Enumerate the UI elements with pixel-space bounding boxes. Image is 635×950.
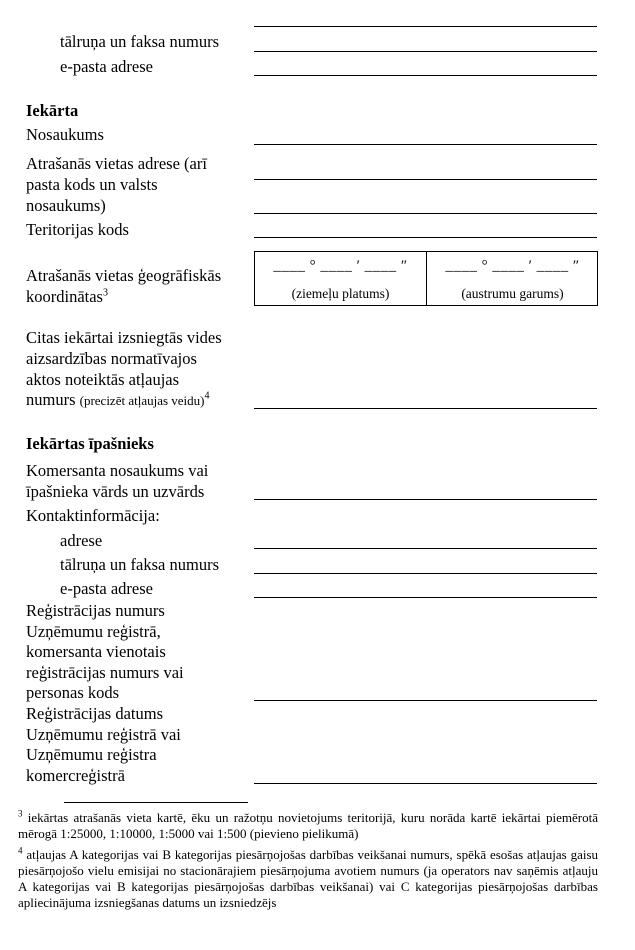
fill-line[interactable] — [254, 26, 597, 27]
label-company-1: Komersanta nosaukums vai — [26, 461, 209, 480]
territory-code-input-line[interactable] — [254, 237, 597, 238]
name-input-line[interactable] — [254, 144, 597, 145]
label-reg-5: personas kods — [26, 683, 120, 702]
label-address-3: nosaukums) — [26, 196, 106, 215]
label-owner-address: adrese — [60, 531, 103, 550]
footnote-ref-4: 4 — [204, 390, 210, 402]
label-phone-fax-top: tālruņa un faksa numurs — [60, 32, 219, 51]
address-input-line-1[interactable] — [254, 179, 597, 180]
longitude-pattern[interactable]: ____ ° ____ ′ ____ ″ — [445, 258, 580, 274]
label-permit-1: Citas iekārtai izsniegtās vides — [26, 328, 222, 347]
label-address-2: pasta kods un valsts — [26, 175, 158, 194]
label-territory-code: Teritorijas kods — [26, 220, 129, 239]
label-permit-2: aizsardzības normatīvajos — [26, 349, 197, 368]
footnote-4-number: 4 — [18, 845, 23, 856]
owner-email-input-line[interactable] — [254, 597, 597, 598]
permit-note: (precizēt atļaujas veidu) — [79, 393, 205, 408]
label-company-2: īpašnieka vārds un uzvārds — [26, 482, 205, 501]
footnote-divider — [64, 802, 248, 803]
company-input-line[interactable] — [254, 499, 597, 500]
owner-phone-fax-input-line[interactable] — [254, 573, 597, 574]
footnote-4-text: atļaujas A kategorijas vai B kategorijas piesārņojošas darbības veikšanai numurs, spēkā esošas atļaujas gaisu piesārņojošo vielu emisijai no stacionārajiem piesārņojuma avotiem numurs (ja operators nav saņēmis atļauju A kategorijas vai B kategorijas piesārņojošas darbības veikšanai) vai C kategorijas piesārņojošas darbības apliecinājuma izsniegšanas datums un izsniedzējs — [18, 847, 599, 910]
label-geo-1: Atrašanās vietas ģeogrāfiskās — [26, 266, 222, 285]
footnote-3-number: 3 — [18, 808, 23, 819]
email-input-line[interactable] — [254, 75, 597, 76]
label-date-1: Reģistrācijas datums — [26, 704, 164, 723]
latitude-caption: (ziemeļu platums) — [291, 286, 390, 301]
label-address-1: Atrašanās vietas adrese (arī — [26, 154, 207, 173]
footnote-4 — [18, 847, 598, 911]
coordinates-box — [254, 251, 598, 306]
label-permit-4: numurs (precizēt atļaujas veidu)$^4$ — [26, 390, 210, 409]
label-date-4: komercreģistrā — [26, 766, 125, 785]
label-reg-1: Reģistrācijas numurs — [26, 601, 165, 620]
latitude-cell[interactable] — [255, 252, 426, 305]
owner-address-input-line[interactable] — [254, 548, 597, 549]
section-heading-installation: Iekārta — [26, 101, 79, 120]
longitude-cell[interactable] — [426, 252, 598, 305]
latitude-pattern[interactable]: ____ ° ____ ′ ____ ″ — [273, 258, 408, 274]
label-email-top: e-pasta adrese — [60, 57, 153, 76]
label-contact-info: Kontaktinformācija: — [26, 506, 160, 525]
footnote-ref-3: 3 — [102, 287, 108, 299]
label-reg-4: reģistrācijas numurs vai — [26, 663, 184, 682]
label-geo-2: koordinātas$^3$ — [26, 287, 108, 306]
footnote-3-text: iekārtas atrašanās vieta kartē, ēku un ražotņu novietojums teritorijā, kuru norāda kartē iekārtai piemērotā mērogā 1:25000, 1:10000, 1:5000 vai 1:500 (pievieno pielikumā) — [18, 810, 599, 841]
label-reg-3: komersanta vienotais — [26, 642, 166, 661]
permit-input-line[interactable] — [254, 408, 597, 409]
address-input-line-2[interactable] — [254, 213, 597, 214]
label-permit-3: aktos noteiktās atļaujas — [26, 370, 180, 389]
label-owner-email: e-pasta adrese — [60, 579, 153, 598]
label-name: Nosaukums — [26, 125, 104, 144]
reg-number-input-line[interactable] — [254, 700, 597, 701]
label-reg-2: Uzņēmumu reģistrā, — [26, 622, 161, 641]
phone-fax-input-line[interactable] — [254, 51, 597, 52]
footnote-3 — [18, 810, 598, 842]
section-heading-owner: Iekārtas īpašnieks — [26, 434, 154, 453]
label-owner-phone-fax: tālruņa un faksa numurs — [60, 555, 219, 574]
longitude-caption: (austrumu garums) — [461, 286, 564, 301]
reg-date-input-line[interactable] — [254, 783, 597, 784]
label-date-3: Uzņēmumu reģistra — [26, 745, 157, 764]
label-date-2: Uzņēmumu reģistrā vai — [26, 725, 181, 744]
